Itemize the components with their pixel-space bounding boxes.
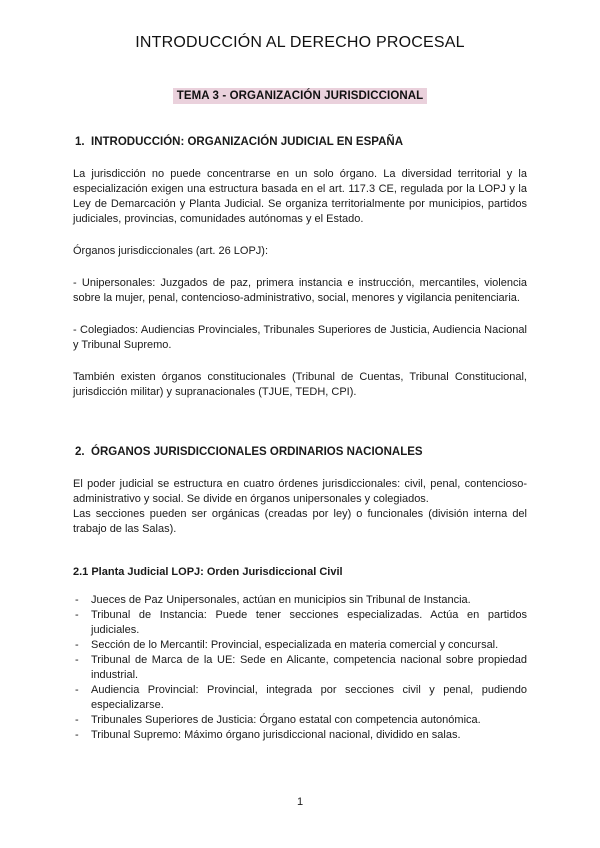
topic-title: TEMA 3 - ORGANIZACIÓN JURISDICCIONAL: [173, 88, 428, 104]
section-1-paragraph: Órganos jurisdiccionales (art. 26 LOPJ):: [73, 245, 269, 257]
section-2-number: 2.: [75, 446, 85, 458]
topic-title-wrapper: [0, 86, 600, 104]
dash-bullet: -: [75, 729, 79, 741]
page-number: 1: [296, 796, 304, 808]
list-item-text: Jueces de Paz Unipersonales, actúan en municipios sin Tribunal de Instancia.: [91, 594, 471, 606]
list-item-text: Tribunal Supremo: Máximo órgano jurisdiccional nacional, dividido en salas.: [91, 729, 461, 741]
list-item-text: Audiencia Provincial: Provincial, integrada por secciones civil y penal, pudiendo especializarse.: [91, 684, 527, 711]
list-item: [73, 653, 527, 683]
section-1-heading-text: INTRODUCCIÓN: ORGANIZACIÓN JUDICIAL EN ESPAÑA: [91, 136, 403, 148]
list-item: [73, 638, 527, 653]
list-item-text: Tribunal de Marca de la UE: Sede en Alicante, competencia nacional sobre propiedad industrial.: [91, 654, 527, 681]
section-1-paragraph: - Unipersonales: Juzgados de paz, primera instancia e instrucción, mercantiles, violencia sobre la mujer, penal, contencioso-administrativo, social, menores y vigilancia penitenciaria.: [73, 277, 527, 304]
section-1-number: 1.: [75, 136, 85, 148]
dash-bullet: -: [75, 594, 79, 606]
section-1-paragraph: La jurisdicción no puede concentrarse en un solo órgano. La diversidad territorial y la especialización exigen una estructura basada en el art. 117.3 CE, regulada por la LOPJ y la Ley de Demarcación y Planta Judicial. Se organiza territorialmente por municipios, partidos judiciales, provincias, comunidades autónomas y el Estado.: [73, 168, 527, 225]
section-1-heading: [75, 135, 527, 150]
list-item: [73, 608, 527, 638]
list-item: [73, 728, 527, 743]
section-2-paragraph: Las secciones pueden ser orgánicas (creadas por ley) o funcionales (división interna del trabajo de las Salas).: [73, 508, 527, 535]
section-2-paragraph: El poder judicial se estructura en cuatro órdenes jurisdiccionales: civil, penal, contencioso-administrativo y social. Se divide en órganos unipersonales y colegiados.: [73, 478, 527, 505]
subsection-2-1-list: [73, 593, 527, 743]
section-1-paragraph: - Colegiados: Audiencias Provinciales, Tribunales Superiores de Justicia, Audiencia Nacional y Tribunal Supremo.: [73, 324, 527, 351]
list-item-text: Sección de lo Mercantil: Provincial, especializada en materia comercial y concursal.: [91, 639, 499, 651]
dash-bullet: -: [75, 714, 79, 726]
section-1-paragraph: También existen órganos constitucionales (Tribunal de Cuentas, Tribunal Constitucional, jurisdicción militar) y supranacionales (TJUE, TEDH, CPI).: [73, 371, 527, 398]
list-item: [73, 683, 527, 713]
document-body: [73, 135, 527, 743]
list-item-text: Tribunales Superiores de Justicia: Órgano estatal con competencia autonómica.: [91, 714, 481, 726]
dash-bullet: -: [75, 654, 79, 666]
dash-bullet: -: [75, 639, 79, 651]
section-2-heading-text: ÓRGANOS JURISDICCIONALES ORDINARIOS NACIONALES: [91, 446, 423, 458]
document-header-title: INTRODUCCIÓN AL DERECHO PROCESAL: [135, 34, 465, 51]
dash-bullet: -: [75, 684, 79, 696]
list-item-text: Tribunal de Instancia: Puede tener secciones especializadas. Actúa en partidos judiciales.: [91, 609, 527, 636]
list-item: [73, 713, 527, 728]
list-item: [73, 593, 527, 608]
dash-bullet: -: [75, 609, 79, 621]
subsection-2-1-heading: 2.1 Planta Judicial LOPJ: Orden Jurisdiccional Civil: [73, 566, 343, 578]
section-2-heading: [75, 445, 527, 460]
